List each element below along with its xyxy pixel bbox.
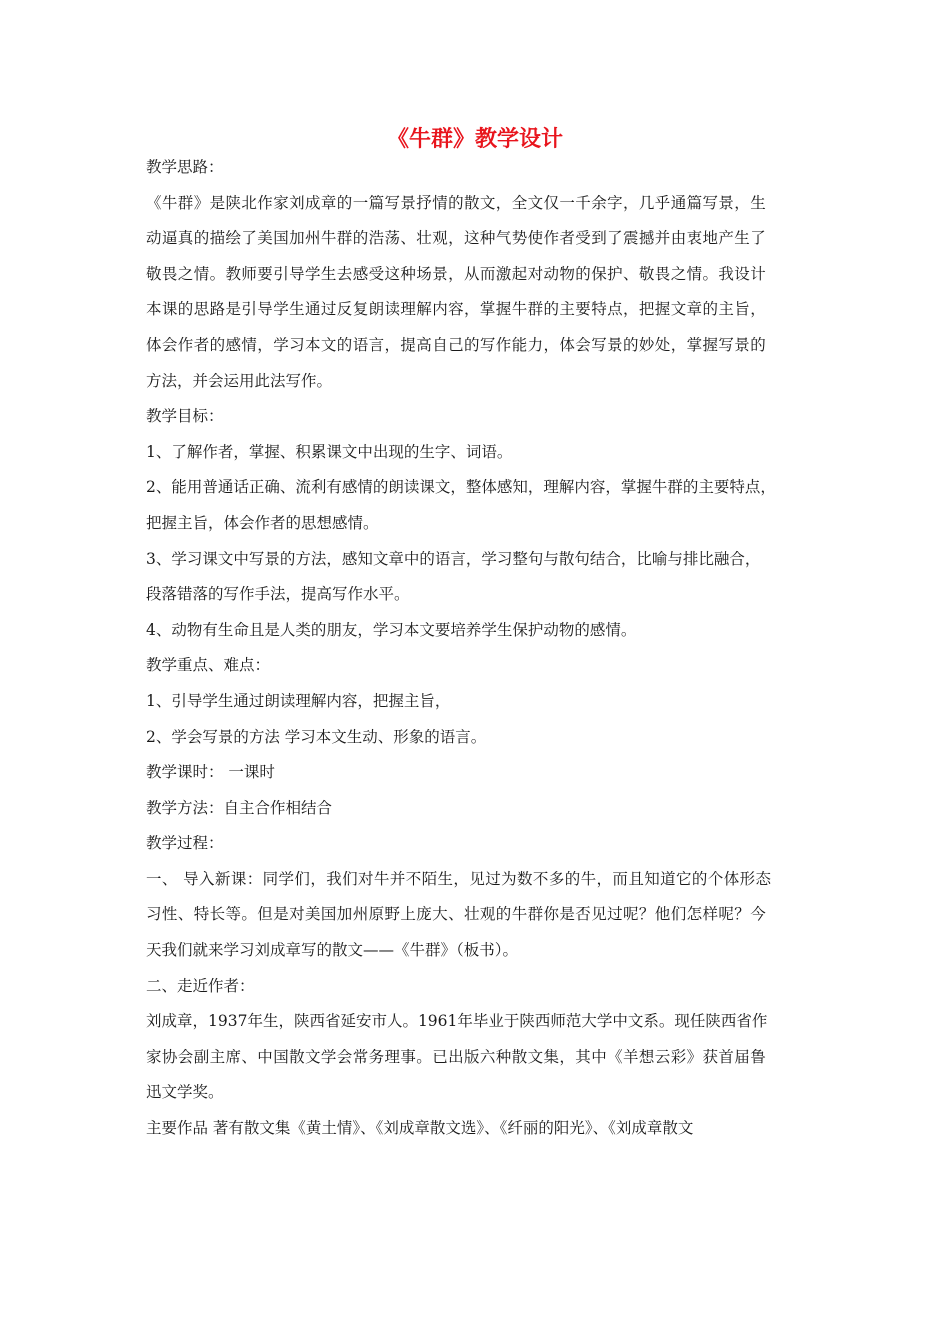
text-line: 习性、特长等。但是对美国加州原野上庞大、壮观的牛群你是否见过呢？他们怎样呢？今 [146, 905, 767, 924]
text-line: 家协会副主席、中国散文学会常务理事。已出版六种散文集，其中《羊想云彩》获首届鲁 [146, 1047, 767, 1066]
text-line: 《牛群》是陕北作家刘成章的一篇写景抒情的散文，全文仅一千余字，几乎通篇写景，生 [146, 193, 767, 212]
text-line: 动逼真的描绘了美国加州牛群的浩荡、壮观，这种气势使作者受到了震撼并由衷地产生了 [146, 229, 767, 248]
text-line: 二、走近作者： [146, 976, 255, 995]
text-line: 教学方法：自主合作相结合 [146, 798, 333, 817]
text-line: 段落错落的写作手法，提高写作水平。 [146, 585, 410, 604]
text-line: 天我们就来学习刘成章写的散文——《牛群》（板书）。 [146, 941, 519, 960]
text-line: 1、引导学生通过朗读理解内容，把握主旨， [146, 691, 451, 710]
text-line: 把握主旨，体会作者的思想感情。 [146, 513, 379, 532]
text-line: 主要作品 著有散文集《黄土情》、《刘成章散文选》、《纤丽的阳光》、《刘成章散文 [146, 1119, 694, 1138]
text-line: 2、能用普通话正确、流利有感情的朗读课文，整体感知，理解内容，掌握牛群的主要特点， [146, 478, 776, 497]
text-line: 教学过程： [146, 834, 224, 853]
text-line: 3、学习课文中写景的方法，感知文章中的语言，学习整句与散句结合，比喻与排比融合， [146, 549, 761, 568]
text-line: 本课的思路是引导学生通过反复朗读理解内容，掌握牛群的主要特点，把握文章的主旨， [146, 300, 767, 319]
text-line: 4、动物有生命且是人类的朋友，学习本文要培养学生保护动物的感情。 [146, 620, 637, 639]
text-line: 迅文学奖。 [146, 1083, 224, 1102]
text-line: 敬畏之情。教师要引导学生去感受这种场景，从而激起对动物的保护、敬畏之情。我设计 [146, 264, 767, 283]
text-line: 2、学会写景的方法 学习本文生动、形象的语言。 [146, 727, 487, 746]
text-line: 1、了解作者，掌握、积累课文中出现的生字、词语。 [146, 442, 513, 461]
text-line: 教学目标： [146, 407, 224, 426]
text-line: 刘成章，1937年生，陕西省延安市人。1961年毕业于陕西师范大学中文系。现任陕西省作 [146, 1012, 768, 1031]
text-line: 体会作者的感情，学习本文的语言，提高自己的写作能力，体会写景的妙处，掌握写景的 [146, 335, 767, 354]
document-body [146, 150, 816, 1147]
text-line: 教学思路： [146, 158, 224, 176]
document-title: 《牛群》教学设计 [386, 127, 563, 152]
text-line: 教学重点、难点： [146, 656, 271, 675]
text-line: 方法，并会运用此法写作。 [146, 371, 333, 390]
text-line: 教学课时： 一课时 [146, 763, 275, 782]
text-line: 一、 导入新课：同学们，我们对牛并不陌生，见过为数不多的牛，而且知道它的个体形态 [146, 869, 772, 888]
